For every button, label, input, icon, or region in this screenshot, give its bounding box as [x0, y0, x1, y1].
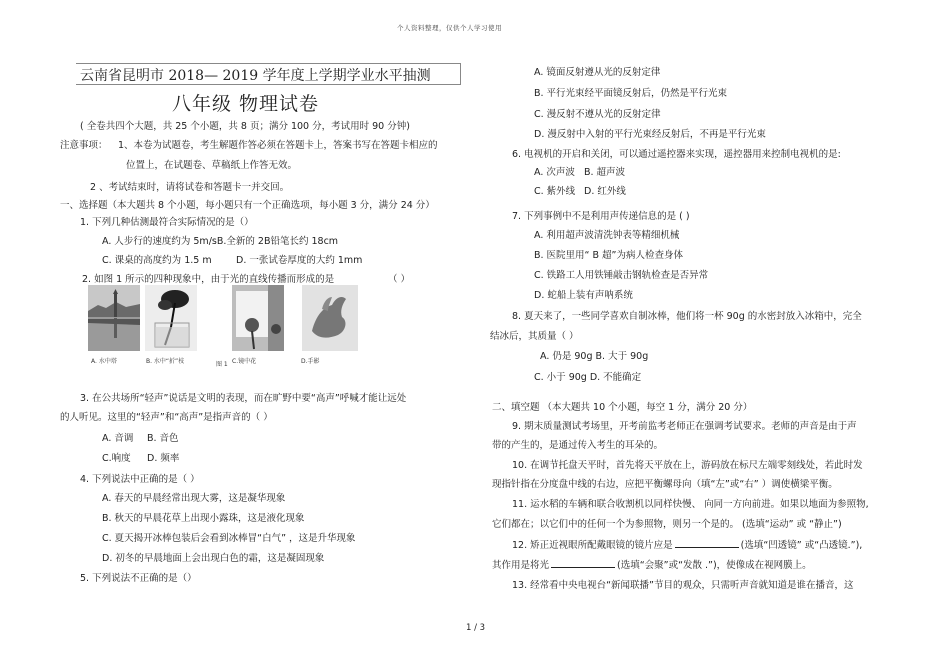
q10-line-1: 10. 在调节托盘天平时，首先将天平放在上，游码放在标尺左端零刻线处，若此时发 [512, 460, 863, 471]
page-number: 1 / 3 [466, 623, 486, 633]
q12-line-1 [512, 537, 862, 551]
q12-line-2-start: 其作用是将光 [492, 560, 550, 571]
caption-c: C.镜中花 [232, 358, 257, 365]
q7-option-c: C. 铁路工人用铁锤敲击钢轨检查是否异常 [534, 270, 709, 281]
note-1b: 位置上，在试题卷、草稿纸上作答无效。 [126, 160, 298, 171]
note-1a: 1、本卷为试题卷，考生解题作答必须在答题卡上，答案书写在答题卡相应的 [118, 140, 438, 151]
q7-option-a: A. 利用超声波清洗钟表等精细机械 [534, 230, 680, 241]
notes-label: 注意事项： [60, 140, 108, 151]
q7-option-b: B. 医院里用“ B 超”为病人检查身体 [534, 250, 683, 261]
header-note: 个人资料整理，仅供个人学习使用 [397, 24, 502, 32]
q5-stem: 5. 下列说法不正确的是（） [80, 573, 197, 584]
q7-option-d: D. 蛇船上装有声呐系统 [534, 290, 633, 301]
q12-line-1-end: (选填“凹透镜” 或“凸透镜.”), [740, 540, 863, 551]
q9-line-1: 9. 期末质量测试考场里，开考前监考老师正在强调考试要求。老师的声音是由于声 [512, 421, 857, 432]
q4-option-a: A. 春天的早晨经常出现大雾，这是凝华现象 [102, 493, 286, 504]
q6-stem: 6. 电视机的开启和关闭，可以通过遥控器来实现，遥控器用来控制电视机的是: [512, 149, 841, 160]
exam-info: ( 全卷共四个大题，共 25 个小题，共 8 页；满分 100 分，考试用时 90 分钟) [80, 121, 410, 132]
q2-stem: 2. 如图 1 所示的四种现象中，由于光的直线传播而形成的是 [82, 274, 335, 285]
q7-stem: 7. 下列事例中不是利用声传递信息的是 ( ) [512, 211, 690, 222]
q6-option-b: B. 超声波 [584, 167, 626, 178]
q6-option-d: D. 红外线 [584, 186, 626, 197]
q1-option-c: C. 课桌的高度约为 1.5 m [102, 255, 212, 266]
caption-b: B. 水中“折”枝 [146, 358, 185, 365]
q3-option-d: D. 频率 [147, 453, 180, 464]
q8-options-ab: A. 仍是 90g B. 大于 90g [540, 351, 649, 362]
q12-blank-1[interactable] [675, 538, 739, 548]
q2-answer-paren: （ ） [388, 274, 411, 285]
section-2-heading: 二、填空题 （本大题共 10 个小题，每空 1 分，满分 20 分） [492, 402, 753, 413]
q6-option-c: C. 紫外线 [534, 186, 576, 197]
q6-option-a: A. 次声波 [534, 167, 575, 178]
q4-option-c: C. 夏天揭开冰棒包装后会看到冰棒冒“白气” ，这是升华现象 [102, 533, 356, 544]
q3-option-b: B. 音色 [147, 433, 179, 444]
caption-a: A. 水中塔 [91, 358, 117, 365]
q8-options-cd: C. 小于 90g D. 不能确定 [534, 372, 642, 383]
caption-d: D.手影 [301, 358, 320, 365]
q4-option-d: D. 初冬的早晨地面上会出现白色的霜，这是凝固现象 [102, 553, 325, 564]
figure-1-label: 图 1 [216, 361, 228, 368]
q12-line-1-start: 12. 矫正近视眼所配戴眼镜的镜片应是 [512, 540, 673, 551]
q11-line-2: 它们都在；以它们中的任何一个为参照物，则另一个是的。 (选填“运动” 或 “静止”) [492, 519, 842, 530]
q12-blank-2[interactable] [551, 558, 615, 568]
note-2: 2 、考试结束时，请将试卷和答题卡一并交回。 [90, 182, 290, 193]
exam-title: 云南省昆明市 2018— 2019 学年度上学期学业水平抽测 [80, 68, 431, 84]
q1-option-d: D. 一张试卷厚度的大约 1mm [236, 255, 363, 266]
exam-subtitle: 八年级 物理试卷 [172, 93, 320, 115]
photo-tower-reflection [88, 285, 140, 351]
photo-bent-branch [145, 285, 197, 351]
q8-line-1: 8. 夏天来了，一些同学喜欢自制冰棒，他们将一杯 90g 的水密封放入冰箱中，完全 [512, 311, 862, 322]
photo-mirror-flower [232, 285, 284, 351]
q3-line-1: 3. 在公共场所“轻声”说话是文明的表现，而在旷野中要“高声”呼喊才能让远处 [80, 393, 407, 404]
q1-stem: 1. 下列几种估测最符合实际情况的是（） [80, 217, 254, 228]
q5-option-b: B. 平行光束经平面镜反射后，仍然是平行光束 [534, 88, 728, 99]
q4-stem: 4. 下列说法中正确的是（ ） [80, 474, 200, 485]
q10-line-2: 现指针指在分度盘中线的右边，应把平衡螺母向（填“左”或“右” ）调使横梁平衡。 [492, 479, 838, 490]
q5-option-d: D. 漫反射中入射的平行光束经反射后，不再是平行光束 [534, 129, 766, 140]
q12-line-2 [492, 557, 812, 571]
q4-option-b: B. 秋天的早晨花草上出现小露珠，这是液化现象 [102, 513, 305, 524]
q9-line-2: 带的产生的，是通过传入考生的耳朵的。 [492, 440, 664, 451]
q3-option-a: A. 音调 [102, 433, 134, 444]
q13-line-1: 13. 经常看中央电视台“新闻联播”节目的观众，只需听声音就知道是谁在播音，这 [512, 580, 854, 591]
section-1-heading: 一、选择题（本大题共 8 个小题，每小题只有一个正确选项，每小题 3 分，满分 24 分） [60, 200, 435, 211]
q11-line-1: 11. 运水稻的车辆和联合收割机以同样快慢、 向同一方向前进。如果以地面为参照物, [512, 499, 869, 510]
q8-line-2: 结冰后，其质量（ ） [490, 331, 579, 342]
q5-option-c: C. 漫反射不遵从光的反射定律 [534, 109, 661, 120]
q3-option-c: C.响度 [102, 453, 131, 464]
q5-option-a: A. 镜面反射遵从光的反射定律 [534, 67, 661, 78]
q12-line-2-end: (选填“会聚”或“发散 .”)，使像成在视网膜上。 [617, 560, 812, 571]
photo-hand-shadow [302, 285, 358, 351]
q1-option-ab: A. 人步行的速度约为 5m/sB.全新的 2B铅笔长约 18cm [102, 236, 339, 247]
q3-line-2: 的人听见。这里的“轻声”和“高声”是指声音的（ ） [60, 412, 273, 423]
